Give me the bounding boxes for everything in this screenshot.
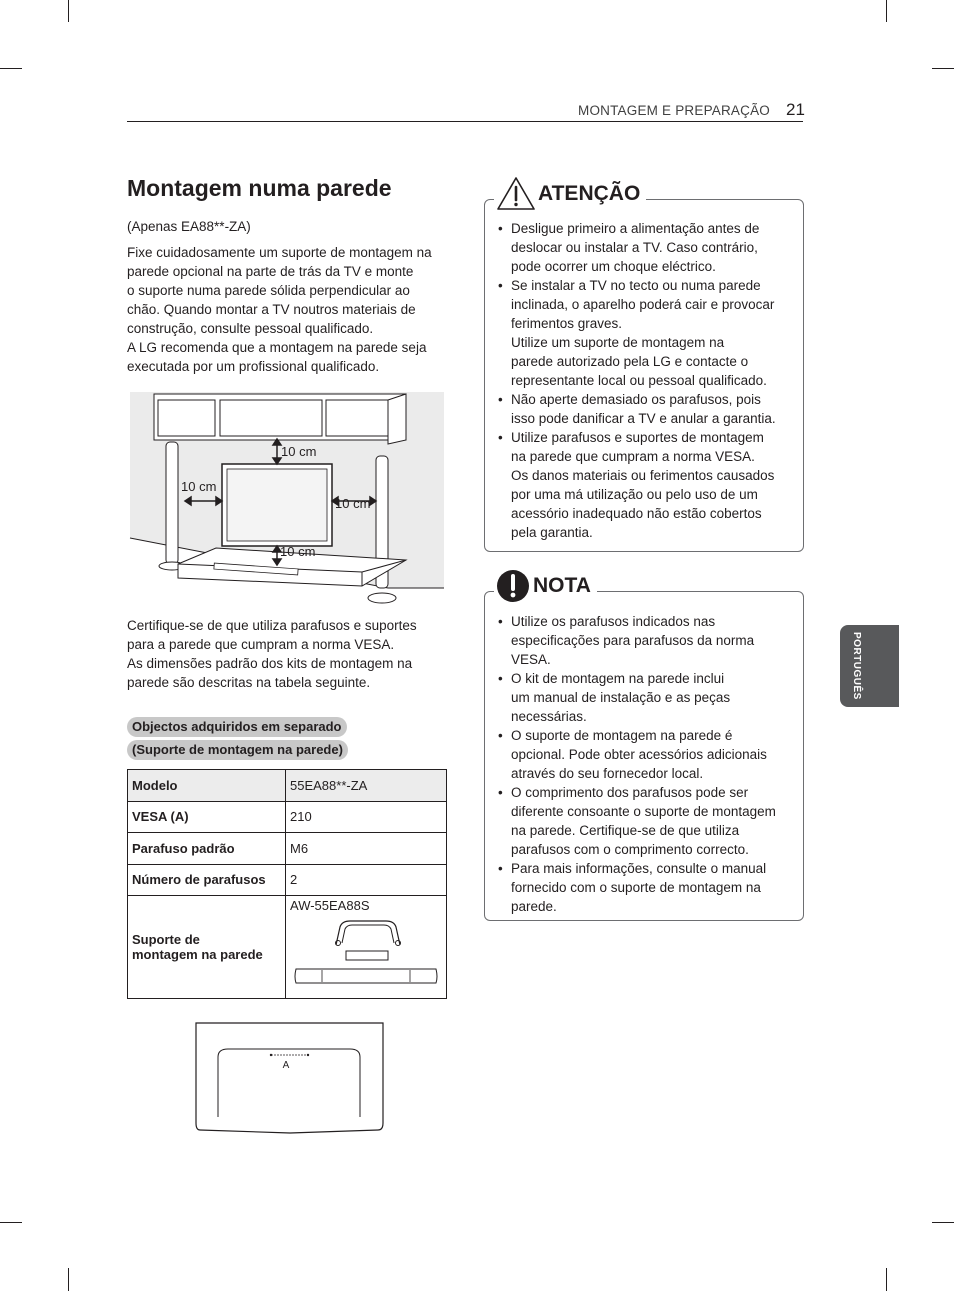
caution-item-line: deslocar ou instalar a TV. Caso contrário, xyxy=(511,240,758,255)
caution-item-line: inclinada, o aparelho poderá cair e provocar xyxy=(511,297,775,312)
note-item-line: • Utilize os parafusos indicados nas xyxy=(511,614,716,629)
language-tab-label: PORTUGUÊS xyxy=(851,632,862,700)
vesa-line: parede são descritas na tabela seguinte. xyxy=(127,675,371,690)
crop-mark xyxy=(68,0,69,22)
caution-list xyxy=(498,219,798,542)
table-row xyxy=(128,896,447,999)
note-item-line: VESA. xyxy=(511,652,551,667)
table-value: 210 xyxy=(286,801,447,833)
table-value: M6 xyxy=(286,833,447,865)
vesa-dimension-label: A xyxy=(282,1060,290,1071)
caution-title: ATENÇÃO xyxy=(538,182,641,205)
caution-item-line: parede autorizado pela LG e contacte o xyxy=(511,354,749,369)
wall-clearance-illustration xyxy=(126,388,448,608)
caution-item-line: isso pode danificar a TV e anular a garantia. xyxy=(511,411,776,426)
crop-mark xyxy=(932,68,954,69)
caution-box xyxy=(484,199,804,552)
table-key: VESA (A) xyxy=(128,801,286,833)
caution-item-line: na parede que cumpram a norma VESA. xyxy=(511,449,755,464)
bracket-illustration xyxy=(290,917,442,987)
caution-item-line: • Se instalar a TV no tecto ou numa parede xyxy=(511,278,761,293)
caution-item-line: ferimentos graves. xyxy=(511,316,623,331)
intro-line: construção, consulte pessoal qualificado. xyxy=(127,321,374,336)
table-row xyxy=(128,801,447,833)
clearance-left-label: 10 cm xyxy=(181,479,217,494)
separate-purchase-line: (Suporte de montagem na parede) xyxy=(127,740,348,760)
note-box xyxy=(484,591,804,921)
note-item-line: parafusos com o comprimento correcto. xyxy=(511,842,749,857)
clearance-top-label: 10 cm xyxy=(281,444,317,459)
caution-item-line: • Utilize parafusos e suportes de montagem xyxy=(511,430,764,445)
vesa-line: Certifique-se de que utiliza parafusos e suportes xyxy=(127,618,417,633)
caution-item-line: acessório inadequado não estão cobertos xyxy=(511,506,762,521)
note-heading xyxy=(494,568,597,604)
caution-item-line: por uma má utilização ou pelo uso de um xyxy=(511,487,758,502)
note-item xyxy=(498,612,798,669)
intro-line: o suporte numa parede sólida perpendicular ao xyxy=(127,283,410,298)
table-key: Modelo xyxy=(128,770,286,802)
crop-mark xyxy=(932,1222,954,1223)
note-item xyxy=(498,726,798,783)
table-value: 55EA88**-ZA xyxy=(286,770,447,802)
warning-triangle-icon xyxy=(496,176,536,212)
note-item-line: opcional. Pode obter acessórios adicionais xyxy=(511,747,767,762)
page-title: Montagem numa parede xyxy=(127,175,392,201)
caution-item-line: • Desligue primeiro a alimentação antes de xyxy=(511,221,760,236)
intro-line: chão. Quando montar a TV noutros materiais de xyxy=(127,302,416,317)
caution-item xyxy=(498,428,798,542)
note-item-line: especificações para parafusos da norma xyxy=(511,633,755,648)
caution-item-line: • Não aperte demasiado os parafusos, pois xyxy=(511,392,761,407)
table-value: 2 xyxy=(286,864,447,896)
crop-mark xyxy=(68,1268,69,1291)
table-row xyxy=(128,770,447,802)
caution-heading xyxy=(494,176,646,212)
caution-item xyxy=(498,219,798,276)
caution-item-line: Utilize um suporte de montagem na xyxy=(511,335,725,350)
crop-mark xyxy=(0,1222,22,1223)
intro-line: A LG recomenda que a montagem na parede seja xyxy=(127,340,427,355)
vesa-line: para a parede que cumpram a norma VESA. xyxy=(127,637,395,652)
model-note: (Apenas EA88**-ZA) xyxy=(127,219,251,234)
note-item-line: necessárias. xyxy=(511,709,587,724)
intro-line: Fixe cuidadosamente um suporte de montagem na xyxy=(127,245,432,260)
table-key: Parafuso padrão xyxy=(128,833,286,865)
table-row xyxy=(128,833,447,865)
note-item-line: • O kit de montagem na parede inclui xyxy=(511,671,725,686)
note-list xyxy=(498,612,798,916)
note-item-line: um manual de instalação e as peças xyxy=(511,690,731,705)
note-item-line: • O comprimento dos parafusos pode ser xyxy=(511,785,749,800)
note-item xyxy=(498,859,798,916)
page-number: 21 xyxy=(786,100,805,119)
crop-mark xyxy=(886,1268,887,1291)
table-key xyxy=(128,896,286,999)
crop-mark xyxy=(886,0,887,22)
caution-item xyxy=(498,276,798,390)
spec-table xyxy=(127,769,447,999)
table-value xyxy=(286,896,447,999)
bracket-model: AW-55EA88S xyxy=(290,898,370,913)
caution-item xyxy=(498,390,798,428)
note-item-line: • O suporte de montagem na parede é xyxy=(511,728,733,743)
caution-item-line: Os danos materiais ou ferimentos causados xyxy=(511,468,775,483)
table-key-line: montagem na parede xyxy=(132,947,263,962)
note-item-line: diferente consoante o suporte de montagem xyxy=(511,804,776,819)
header-divider xyxy=(127,121,803,122)
crop-mark xyxy=(0,68,22,69)
note-item-line: fornecido com o suporte de montagem na xyxy=(511,880,761,895)
exclamation-circle-icon xyxy=(496,569,530,603)
separate-purchase-label xyxy=(127,717,348,763)
table-key: Número de parafusos xyxy=(128,864,286,896)
clearance-bottom-label: 10 cm xyxy=(280,544,316,559)
separate-purchase-line: Objectos adquiridos em separado xyxy=(127,717,347,737)
note-item xyxy=(498,669,798,726)
note-item xyxy=(498,783,798,859)
note-item-line: na parede. Certifique-se de que utiliza xyxy=(511,823,740,838)
intro-line: executada por um profissional qualificado. xyxy=(127,359,380,374)
caution-item-line: representante local ou pessoal qualificado. xyxy=(511,373,767,388)
note-item-line: • Para mais informações, consulte o manual xyxy=(511,861,767,876)
table-key-line: Suporte de xyxy=(132,932,200,947)
vesa-paragraph xyxy=(127,616,457,692)
intro-paragraph xyxy=(127,243,457,376)
clearance-right-label: 10 cm xyxy=(335,496,371,511)
caution-item-line: pela garantia. xyxy=(511,525,593,540)
note-item-line: através do seu fornecedor local. xyxy=(511,766,704,781)
intro-line: parede opcional na parte de trás da TV e monte xyxy=(127,264,414,279)
vesa-line: As dimensões padrão dos kits de montagem na xyxy=(127,656,413,671)
note-title: NOTA xyxy=(533,574,591,597)
note-item-line: parede. xyxy=(511,899,557,914)
header-section-title: MONTAGEM E PREPARAÇÃO xyxy=(578,103,770,118)
table-row xyxy=(128,864,447,896)
caution-item-line: pode ocorrer um choque eléctrico. xyxy=(511,259,716,274)
tv-back-vesa-diagram xyxy=(194,1021,386,1135)
